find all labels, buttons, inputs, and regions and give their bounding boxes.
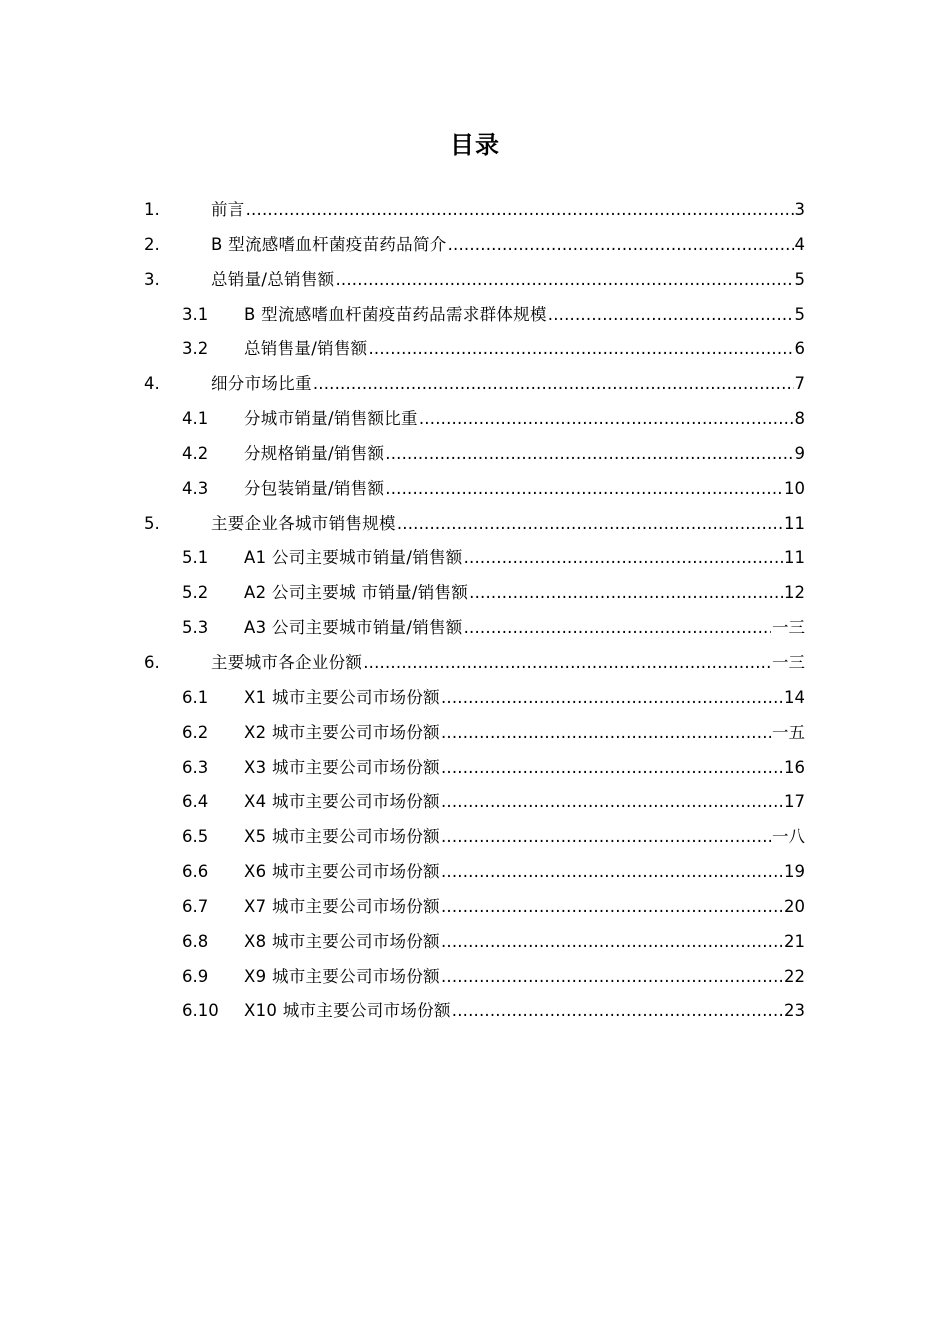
toc-entry-number: 6.4 [182, 792, 209, 812]
toc-entry-title: A2 公司主要城 市销量/销售额 [244, 583, 469, 603]
toc-entry-number: 6.2 [182, 722, 209, 742]
dot-leader [464, 541, 783, 576]
toc-entry-line [244, 541, 805, 576]
toc-entry-number: 5.2 [182, 583, 209, 603]
toc-entry-line [244, 785, 805, 820]
toc-entry[interactable] [0, 367, 950, 402]
dot-leader [452, 994, 783, 1029]
dot-leader [368, 332, 793, 367]
toc-entry-number: 6. [144, 652, 160, 672]
toc-entry-page: 11 [784, 548, 805, 568]
toc-entry[interactable] [0, 751, 950, 786]
toc-entry-number: 6.8 [182, 931, 209, 951]
toc-entry-line [244, 716, 805, 751]
toc-entry[interactable] [0, 298, 950, 333]
dot-leader [313, 367, 794, 402]
toc-entry-title: X10 城市主要公司市场份额 [244, 1001, 451, 1021]
toc-entry-title: X8 城市主要公司市场份额 [244, 931, 440, 951]
toc-entry-page: 12 [784, 583, 805, 603]
toc-entry-line [244, 751, 805, 786]
toc-entry-page: 5 [794, 304, 805, 324]
toc-entry-line [244, 994, 805, 1029]
toc-entry-page: 一五 [772, 722, 805, 742]
toc-entry-page: 17 [784, 792, 805, 812]
toc-entry[interactable] [0, 855, 950, 890]
toc-entry-page: 14 [784, 687, 805, 707]
toc-entry[interactable] [0, 716, 950, 751]
toc-entry-number: 6.5 [182, 827, 209, 847]
toc-entry[interactable] [0, 890, 950, 925]
toc-entry[interactable] [0, 820, 950, 855]
dot-leader [441, 960, 783, 995]
dot-leader [246, 193, 794, 228]
toc-entry-title: 主要企业各城市销售规模 [211, 513, 396, 533]
toc-entry-page: 10 [784, 478, 805, 498]
toc-entry-title: B 型流感嗜血杆菌疫苗药品需求群体规模 [244, 304, 547, 324]
toc-entry-title: X1 城市主要公司市场份额 [244, 687, 440, 707]
toc-entry-line [211, 228, 805, 263]
toc-entry[interactable] [0, 541, 950, 576]
dot-leader [441, 925, 783, 960]
dot-leader [419, 402, 794, 437]
toc-entry-title: X9 城市主要公司市场份额 [244, 966, 440, 986]
toc-entry-title: 细分市场比重 [211, 374, 312, 394]
toc-entry-line [244, 402, 805, 437]
toc-entry-number: 4.2 [182, 443, 209, 463]
toc-entry[interactable] [0, 925, 950, 960]
toc-entry-number: 6.1 [182, 687, 209, 707]
toc-entry[interactable] [0, 402, 950, 437]
toc-entry[interactable] [0, 193, 950, 228]
toc-entry-number: 5.1 [182, 548, 209, 568]
toc-entry-page: 3 [794, 200, 805, 219]
toc-entry-page: 一三 [772, 652, 805, 672]
toc-entry-line [211, 367, 805, 402]
dot-leader [441, 751, 783, 786]
toc-entry-title: X6 城市主要公司市场份额 [244, 862, 440, 882]
toc-entry-line [211, 263, 805, 298]
toc-entry-title: A3 公司主要城市销量/销售额 [244, 618, 463, 638]
toc-entry-page: 一八 [772, 827, 805, 847]
dot-leader [441, 820, 771, 855]
dot-leader [335, 263, 793, 298]
toc-entry-page: 20 [784, 896, 805, 916]
toc-entry-line [244, 611, 805, 646]
toc-entry-number: 1. [144, 200, 160, 219]
toc-entry[interactable] [0, 646, 950, 681]
dot-leader [441, 785, 783, 820]
toc-entry-line [244, 855, 805, 890]
toc-entry[interactable] [0, 263, 950, 298]
toc-entry[interactable] [0, 681, 950, 716]
toc-entry-title: X4 城市主要公司市场份额 [244, 792, 440, 812]
toc-entry[interactable] [0, 785, 950, 820]
toc-entry-line [244, 332, 805, 367]
toc-entry-title: B 型流感嗜血杆菌疫苗药品简介 [211, 234, 447, 254]
toc-entry-page: 16 [784, 757, 805, 777]
dot-leader [469, 576, 783, 611]
toc-entry-line [244, 576, 805, 611]
toc-entry[interactable] [0, 437, 950, 472]
toc-entry-line [211, 646, 805, 681]
toc-entry-page: 22 [784, 966, 805, 986]
dot-leader [385, 472, 783, 507]
dot-leader [441, 681, 783, 716]
toc-entry-title: X2 城市主要公司市场份额 [244, 722, 440, 742]
dot-leader [548, 298, 794, 333]
toc-entry-page: 一三 [772, 618, 805, 638]
toc-entry-title: 分包装销量/销售额 [244, 478, 385, 498]
toc-entry-number: 4. [144, 374, 160, 394]
toc-entry-number: 3. [144, 269, 160, 289]
toc-entry-number: 3.1 [182, 304, 209, 324]
toc-entry-page: 6 [794, 339, 805, 359]
toc-entry-line [244, 437, 805, 472]
toc-entry-line [244, 925, 805, 960]
dot-leader [441, 855, 783, 890]
dot-leader [385, 437, 793, 472]
dot-leader [464, 611, 771, 646]
toc-entry-page: 23 [784, 1001, 805, 1021]
toc-entry-title: X5 城市主要公司市场份额 [244, 827, 440, 847]
toc-entry[interactable] [0, 994, 950, 1029]
toc-entry-title: 总销售量/销售额 [244, 339, 368, 359]
toc-entry[interactable] [0, 960, 950, 995]
toc-entry-line [244, 890, 805, 925]
toc-entry-number: 5.3 [182, 618, 209, 638]
toc-entry-title: 前言 [211, 200, 245, 219]
toc-entry-line [244, 472, 805, 507]
toc-entry-page: 9 [794, 443, 805, 463]
toc-title: 目录 [450, 131, 500, 159]
toc-entry-title: X3 城市主要公司市场份额 [244, 757, 440, 777]
toc-entry-number: 6.7 [182, 896, 209, 916]
toc-entry[interactable] [0, 611, 950, 646]
toc-entry-number: 6.10 [182, 1001, 219, 1021]
toc-entry-page: 11 [784, 513, 805, 533]
toc-entry[interactable] [0, 576, 950, 611]
dot-leader [441, 716, 771, 751]
dot-leader [397, 507, 783, 542]
dot-leader [441, 890, 783, 925]
toc-entry-page: 4 [794, 234, 805, 254]
toc-entry-number: 6.3 [182, 757, 209, 777]
toc-entry-line [244, 298, 805, 333]
toc-entry-page: 5 [794, 269, 805, 289]
toc-entry-number: 6.6 [182, 862, 209, 882]
toc-entry-title: 总销量/总销售额 [211, 269, 335, 289]
toc-entry-line [244, 960, 805, 995]
toc-entry-number: 3.2 [182, 339, 209, 359]
toc-entry-title: A1 公司主要城市销量/销售额 [244, 548, 463, 568]
table-of-contents [0, 193, 950, 1029]
toc-entry-number: 2. [144, 234, 160, 254]
toc-entry[interactable] [0, 472, 950, 507]
toc-entry-page: 8 [794, 409, 805, 429]
toc-entry-line [244, 820, 805, 855]
toc-entry-number: 4.3 [182, 478, 209, 498]
dot-leader [448, 228, 794, 263]
toc-entry-page: 7 [794, 374, 805, 394]
toc-entry-page: 21 [784, 931, 805, 951]
toc-entry-line [211, 507, 805, 542]
toc-entry-title: 分规格销量/销售额 [244, 443, 385, 463]
dot-leader [363, 646, 771, 681]
toc-entry[interactable] [0, 332, 950, 367]
toc-entry-page: 19 [784, 862, 805, 882]
toc-entry-number: 5. [144, 513, 160, 533]
toc-entry-number: 6.9 [182, 966, 209, 986]
toc-entry-title: 主要城市各企业份额 [211, 652, 363, 672]
toc-entry-title: X7 城市主要公司市场份额 [244, 896, 440, 916]
toc-entry-number: 4.1 [182, 409, 209, 429]
toc-entry-line [244, 681, 805, 716]
toc-entry-title: 分城市销量/销售额比重 [244, 409, 418, 429]
toc-entry[interactable] [0, 228, 950, 263]
toc-entry[interactable] [0, 507, 950, 542]
toc-entry-line [211, 193, 805, 228]
